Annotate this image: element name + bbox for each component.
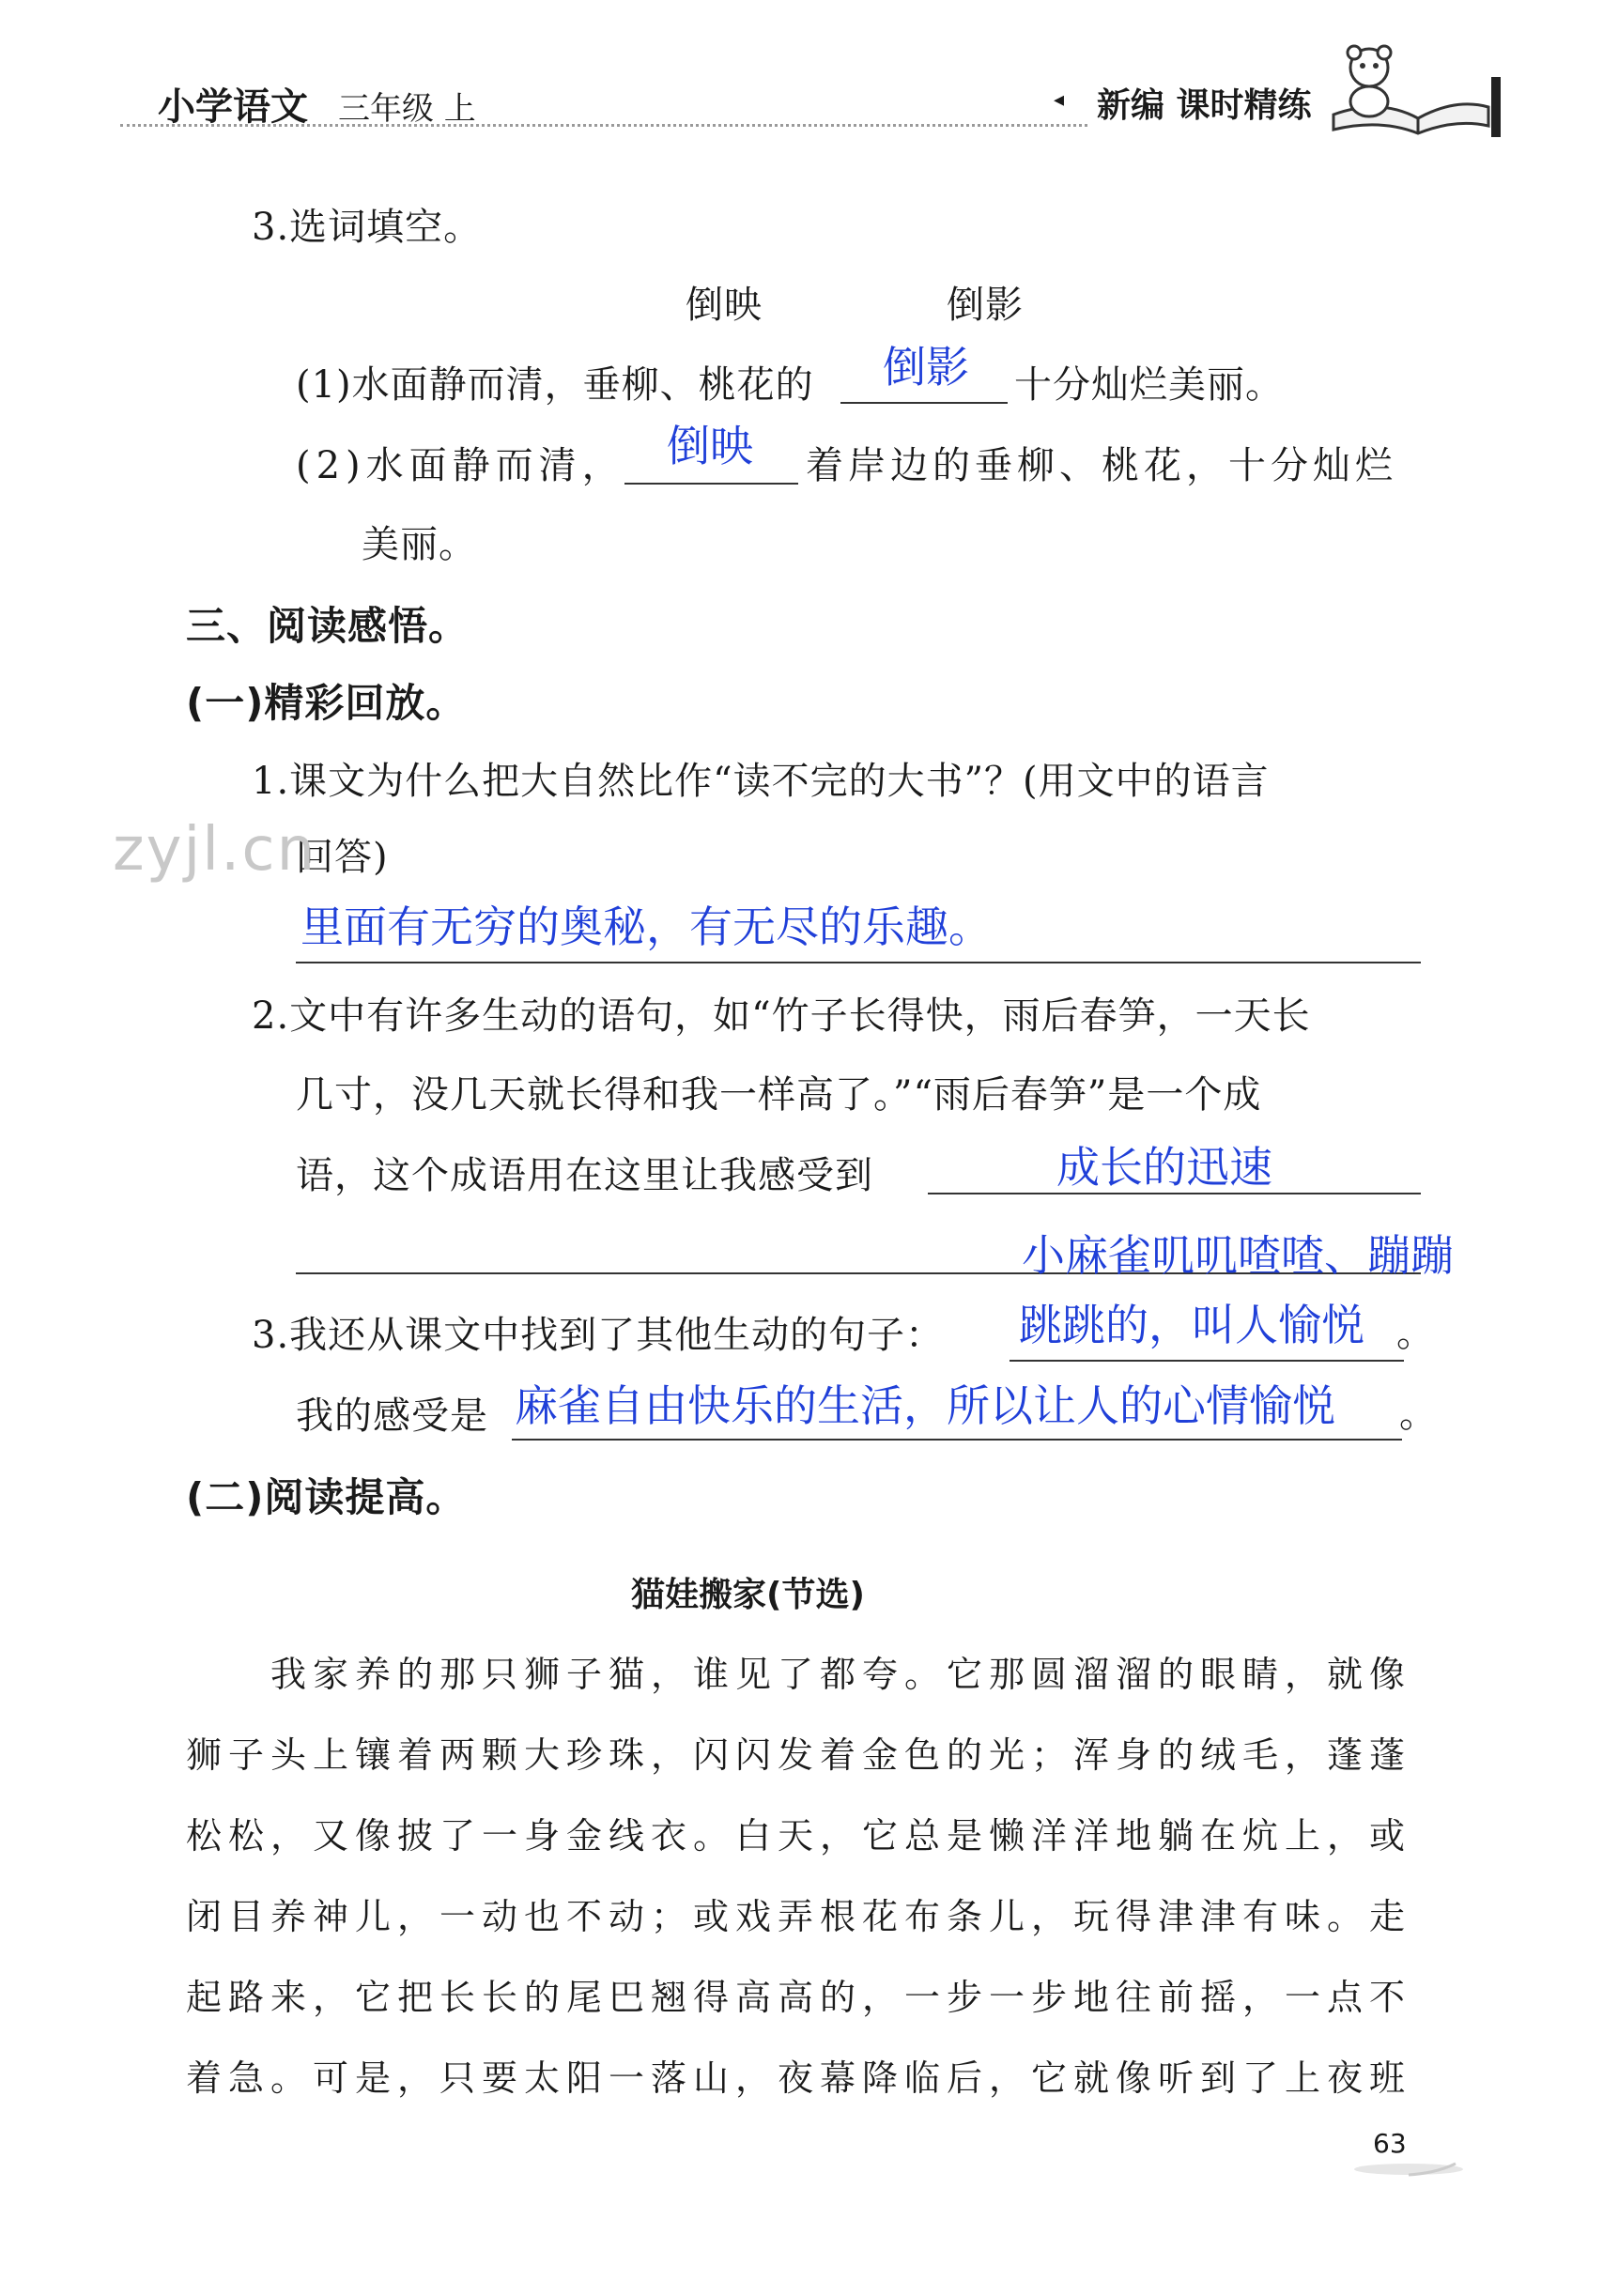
grade-label: 三年级 上 (338, 90, 476, 128)
q3-item1-end: 十分灿烂美丽。 (1014, 363, 1284, 407)
page-number: 63 (1373, 2128, 1407, 2159)
q3-item1-blank[interactable] (840, 402, 1008, 404)
watermark: zyjl.cn (113, 815, 317, 885)
part1-title: (一)精彩回放。 (186, 680, 467, 726)
r3-period: 。 (1396, 1312, 1435, 1355)
r1-question-line1: 1.课文为什么把大自然比作“读不完的大书”？(用文中的语言 (252, 760, 1270, 803)
r3-answer-line2[interactable] (512, 1439, 1402, 1441)
series-title: 新编 课时精练 (1097, 86, 1312, 125)
r3-question-line2: 我的感受是 (296, 1395, 488, 1438)
r1-answer-line[interactable] (296, 962, 1421, 963)
passage-line-3: 松松，又像披了一身金线衣。白天，它总是懒洋洋地躺在炕上，或 (186, 1815, 1412, 1857)
part2-title: (二)阅读提高。 (186, 1474, 467, 1520)
r2-question-line2: 几寸，没几天就长得和我一样高了。”“雨后春笋”是一个成 (296, 1073, 1262, 1117)
q3-item2-answer: 倒映 (667, 421, 753, 471)
r3-period-2: 。 (1399, 1393, 1438, 1436)
subject-title: 小学语文 (158, 85, 308, 129)
q3-item1-text: (1)水面静而清，垂柳、桃花的 (296, 363, 814, 407)
section3-title: 三、阅读感悟。 (186, 603, 470, 649)
q3-item2-end: 着岸边的垂柳、桃花，十分灿烂 (806, 444, 1397, 487)
footer-ornament-icon (1352, 2126, 1465, 2182)
passage-line-4: 闭目养神儿，一动也不动；或戏弄根花布条儿，玩得津津有味。走 (186, 1896, 1412, 1937)
r2-question-line3: 语，这个成语用在这里让我感受到 (296, 1154, 873, 1197)
r1-question-line2: 回答) (296, 836, 389, 879)
q3-item2-text: (2)水面静而清， (296, 444, 625, 487)
r3-question-line1: 3.我还从课文中找到了其他生动的句子： (252, 1314, 945, 1357)
q3-title: 3.选词填空。 (252, 206, 483, 249)
passage-title: 猫娃搬家(节选) (631, 1576, 865, 1614)
book-mascot-icon (1315, 32, 1503, 137)
passage-line-5: 起路来，它把长长的尾巴翘得高高的，一步一步地往前摇，一点不 (186, 1977, 1412, 2018)
r1-answer: 里面有无穷的奥秘，有无尽的乐趣。 (301, 901, 992, 952)
q3-item2-blank[interactable] (624, 483, 798, 485)
r2-question-line1: 2.文中有许多生动的语句，如“竹子长得快，雨后春笋，一天长 (252, 994, 1311, 1038)
r2-answer: 成长的迅速 (1056, 1142, 1272, 1193)
q3-item1-answer: 倒影 (883, 342, 969, 393)
r3-answer-part3: 麻雀自由快乐的生活，所以让人的心情愉悦 (515, 1380, 1335, 1431)
r2-answer-line1[interactable] (928, 1193, 1421, 1194)
passage-line-1: 我家养的那只狮子猫，谁见了都夸。它那圆溜溜的眼睛，就像 (270, 1654, 1412, 1695)
q3-item2-cont: 美丽。 (362, 523, 477, 566)
passage-line-6: 着急。可是，只要太阳一落山，夜幕降临后，它就像听到了上夜班 (186, 2057, 1412, 2099)
word-choice-2: 倒影 (947, 284, 1024, 327)
r3-answer-line1[interactable] (1010, 1360, 1404, 1362)
arrow-icon: ◂ (1054, 88, 1065, 112)
header-divider (120, 124, 1087, 127)
r3-answer-part2: 跳跳的，叫人愉悦 (1019, 1300, 1364, 1350)
passage-line-2: 狮子头上镶着两颗大珍珠，闪闪发着金色的光；浑身的绒毛，蓬蓬 (186, 1734, 1412, 1776)
r3-answer-part1: 小麻雀叽叽喳喳、蹦蹦 (1022, 1230, 1454, 1281)
word-choice-1: 倒映 (686, 284, 763, 327)
